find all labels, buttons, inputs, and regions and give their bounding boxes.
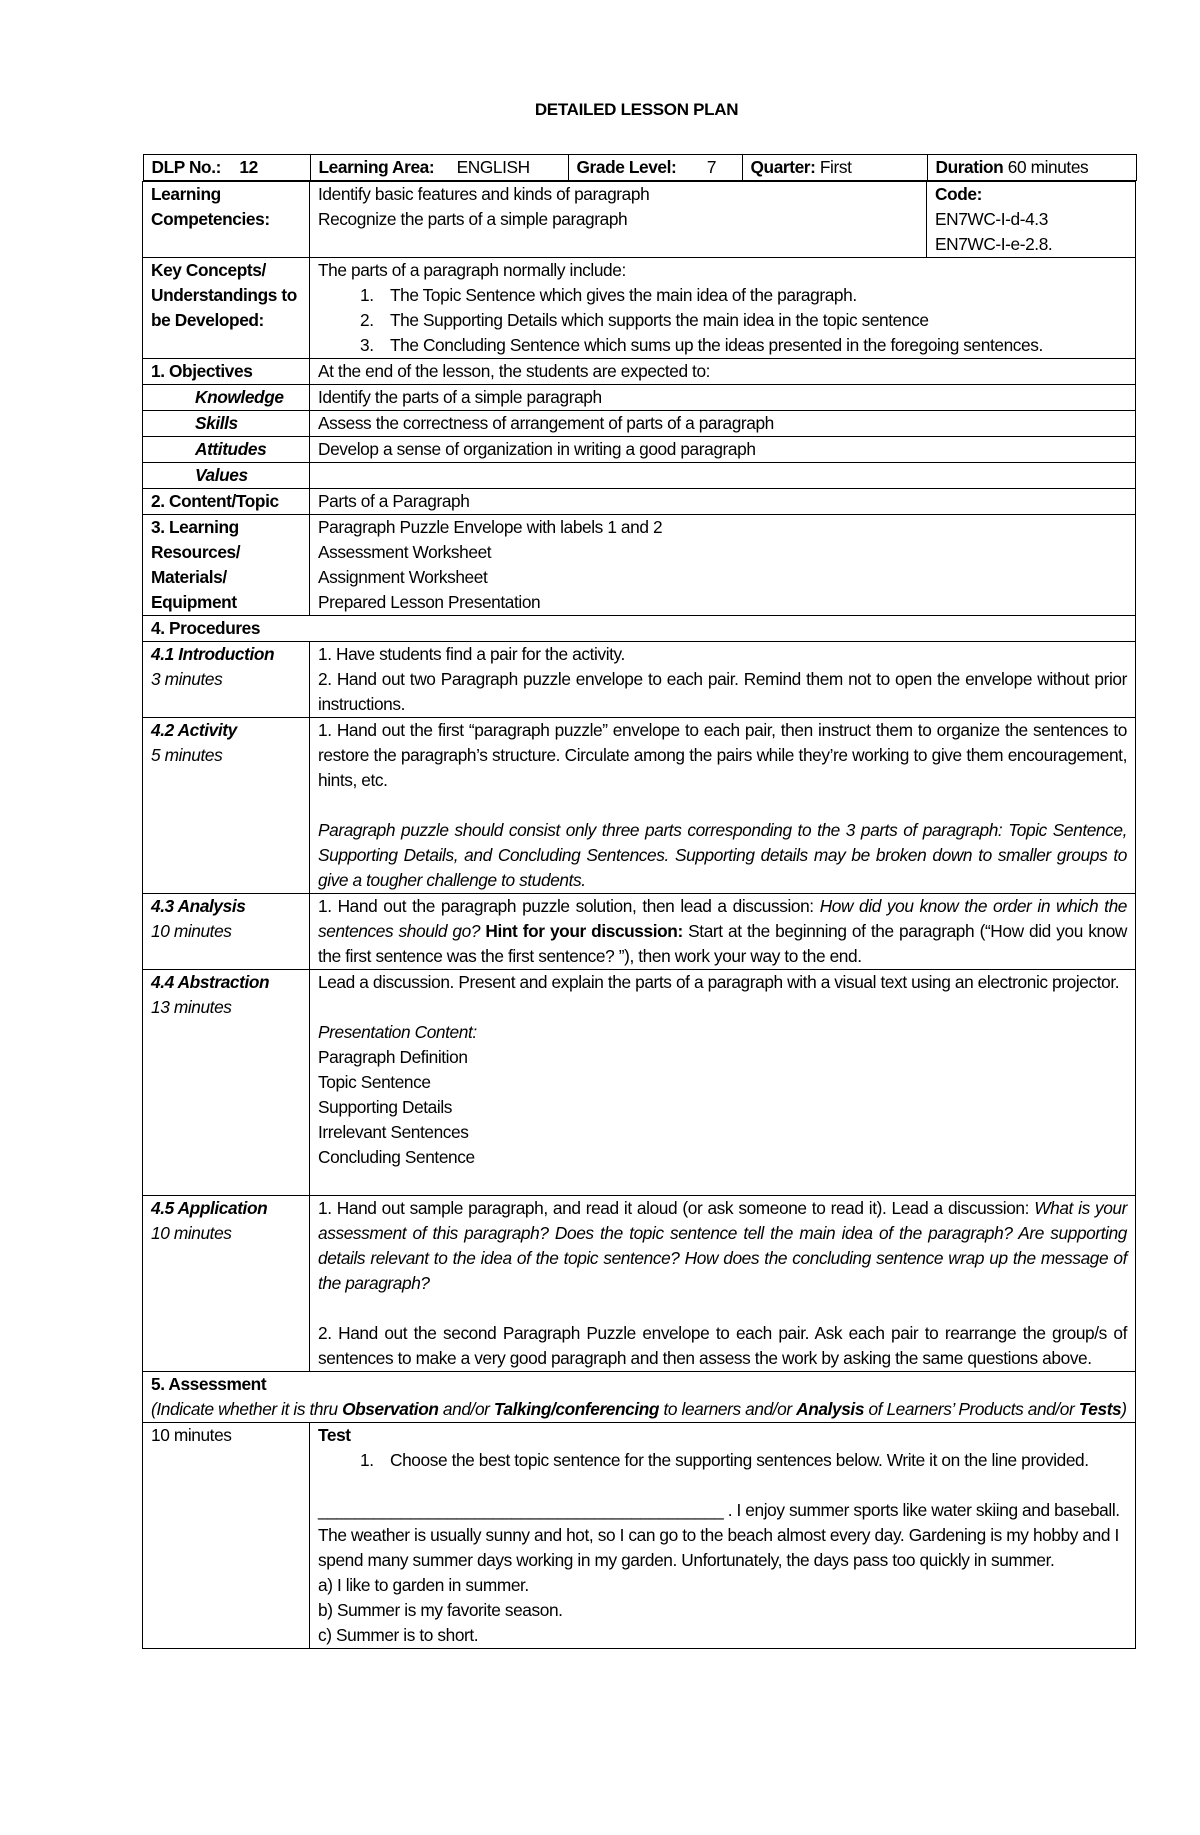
presentation-content-label: Presentation Content: — [318, 1022, 477, 1042]
header-row — [143, 154, 1136, 182]
abstraction-row — [143, 970, 1136, 1196]
content-label: 2. Content/Topic — [143, 489, 310, 515]
code-value: EN7WC-I-d-4.3 — [935, 209, 1048, 229]
answer-option: b) Summer is my favorite season. — [318, 1600, 563, 1620]
test-question: 1. Choose the best topic sentence for the supporting sentences below. Write it on the line provided. — [378, 1448, 1127, 1473]
test-content — [310, 1423, 1136, 1649]
objectives-label: 1. Objectives — [143, 359, 310, 385]
header-table — [143, 154, 1137, 181]
learning-area-label: Learning Area: — [318, 157, 435, 177]
duration-value: 60 minutes — [1007, 157, 1089, 177]
procedures-label: 4. Procedures — [143, 616, 1136, 642]
activity-label-cell — [143, 718, 310, 894]
duration-label: Duration — [935, 157, 1004, 177]
key-concepts-intro: The parts of a paragraph normally include: — [318, 260, 626, 280]
grade-level-value: 7 — [706, 157, 717, 177]
objectives-row — [143, 359, 1136, 385]
list-item: Paragraph Puzzle Envelope with labels 1 and 2 — [318, 517, 663, 537]
abstraction-content: Lead a discussion. Present and explain the parts of a paragraph with a visual text using an electronic projector. Presentation Content: Paragraph Definition Topic Sentence Supporting Details Irrelevant Sentences Concluding Sentence — [310, 970, 1136, 1196]
objectives-intro: At the end of the lesson, the students are expected to: — [310, 359, 1136, 385]
procedures-row — [143, 616, 1136, 642]
introduction-time: 3 minutes — [151, 669, 223, 689]
test-time: 10 minutes — [143, 1423, 310, 1649]
activity-content: 1. Hand out the first “paragraph puzzle” envelope to each pair, then instruct them to organize the sentences to restore the paragraph’s structure. Circulate among the pairs while they’re working to give them encouragement, hints, etc. Paragraph puzzle should consist only three parts corresponding to the 3 parts of paragraph: Topic Sentence, Supporting Details, and Concluding Sentences. Supporting details may be broken down to smaller groups to give a tougher challenge to students. — [310, 718, 1136, 894]
application-label: 4.5 Application — [151, 1198, 268, 1218]
dlp-no-value: 12 — [239, 157, 258, 177]
abstraction-label: 4.4 Abstraction — [151, 972, 270, 992]
competency-item: Recognize the parts of a simple paragraph — [318, 209, 628, 229]
values-label: Values — [143, 463, 310, 489]
key-concepts-list — [318, 283, 1127, 358]
grade-level-label: Grade Level: — [576, 157, 677, 177]
list-item: Concluding Sentence — [318, 1147, 475, 1167]
knowledge-value: Identify the parts of a simple paragraph — [310, 385, 1136, 411]
lesson-plan-table — [142, 154, 1136, 1649]
content-row — [143, 489, 1136, 515]
analysis-time: 10 minutes — [151, 921, 232, 941]
list-item: Topic Sentence — [318, 1072, 431, 1092]
attitudes-row — [143, 437, 1136, 463]
attitudes-label: Attitudes — [143, 437, 310, 463]
introduction-label-cell — [143, 642, 310, 718]
application-row — [143, 1196, 1136, 1372]
competency-item: Identify basic features and kinds of paragraph — [318, 184, 650, 204]
list-item: Supporting Details — [318, 1097, 453, 1117]
resources-row — [143, 515, 1136, 616]
competencies-list — [310, 182, 927, 258]
introduction-row — [143, 642, 1136, 718]
application-content: 1. Hand out sample paragraph, and read it aloud (or ask someone to read it). Lead a discussion: What is your assessment of this paragraph? Does the topic sentence tell the main idea of the paragraph? Are supporting details relevant to the idea of the topic sentence? How does the concluding sentence wrap up the message of the paragraph? 2. Hand out the second Paragraph Puzzle envelope to each pair. Ask each pair to rearrange the group/s of sentences to make a very good paragraph and then assess the work by asking the same questions above. — [310, 1196, 1136, 1372]
introduction-content: 1. Have students find a pair for the activity. 2. Hand out two Paragraph puzzle envelope to each pair. Remind them not to open the envelope without prior instructions. — [310, 642, 1136, 718]
activity-label: 4.2 Activity — [151, 720, 237, 740]
answer-option: a) I like to garden in summer. — [318, 1575, 529, 1595]
skills-row — [143, 411, 1136, 437]
assessment-row — [143, 1372, 1136, 1423]
assessment-header — [143, 1372, 1136, 1423]
knowledge-label: Knowledge — [143, 385, 310, 411]
answer-line[interactable]: ____________________________________________ — [318, 1500, 724, 1520]
values-row — [143, 463, 1136, 489]
competencies-row — [143, 182, 1136, 258]
test-question-list — [318, 1448, 1127, 1473]
test-label: Test — [318, 1425, 351, 1445]
dlp-no-label: DLP No.: — [151, 157, 221, 177]
key-concepts-label: Key Concepts/ Understandings to be Developed: — [143, 258, 310, 359]
test-passage: ____________________________________________ . I enjoy summer sports like water skiing and baseball. The weather is usually sunny and hot, so I can go to the beach almost every day. Gardening is my hobby and I spend many summer days working in my garden. Unfortunately, the days pass too quickly in summer. — [318, 1500, 1120, 1570]
list-item: Paragraph Definition — [318, 1047, 468, 1067]
activity-time: 5 minutes — [151, 745, 223, 765]
introduction-label: 4.1 Introduction — [151, 644, 275, 664]
attitudes-value: Develop a sense of organization in writing a good paragraph — [310, 437, 1136, 463]
abstraction-label-cell — [143, 970, 310, 1196]
knowledge-row — [143, 385, 1136, 411]
analysis-label-cell — [143, 894, 310, 970]
list-item: Assignment Worksheet — [318, 567, 488, 587]
list-item: Prepared Lesson Presentation — [318, 592, 541, 612]
list-item: Irrelevant Sentences — [318, 1122, 469, 1142]
code-label: Code: — [935, 184, 982, 204]
test-row — [143, 1423, 1136, 1649]
key-concepts-content — [310, 258, 1136, 359]
content-value: Parts of a Paragraph — [310, 489, 1136, 515]
list-item: 3. The Concluding Sentence which sums up the ideas presented in the foregoing sentences. — [378, 333, 1127, 358]
application-time: 10 minutes — [151, 1223, 232, 1243]
learning-area-value: ENGLISH — [456, 157, 530, 177]
list-item: Assessment Worksheet — [318, 542, 492, 562]
activity-row — [143, 718, 1136, 894]
analysis-row — [143, 894, 1136, 970]
list-item: 1. The Topic Sentence which gives the main idea of the paragraph. — [378, 283, 1127, 308]
analysis-content: 1. Hand out the paragraph puzzle solution, then lead a discussion: How did you know the order in which the sentences should go? Hint for your discussion: Start at the beginning of the paragraph (“How did you know the first sentence was the first sentence? ”), then work your way to the end. — [310, 894, 1136, 970]
key-concepts-row — [143, 258, 1136, 359]
skills-label: Skills — [143, 411, 310, 437]
values-value — [310, 463, 1136, 489]
abstraction-time: 13 minutes — [151, 997, 232, 1017]
page-title: DETAILED LESSON PLAN — [534, 100, 739, 119]
code-cell — [927, 182, 1136, 258]
assessment-note: (Indicate whether it is thru Observation and/or Talking/conferencing to learners and/or Analysis of Learners’ Products and/or Tests) — [151, 1399, 1127, 1419]
assessment-label: 5. Assessment — [151, 1374, 267, 1394]
list-item: 2. The Supporting Details which supports the main idea in the topic sentence — [378, 308, 1127, 333]
answer-option: c) Summer is to short. — [318, 1625, 479, 1645]
application-label-cell — [143, 1196, 310, 1372]
resources-label: 3. Learning Resources/ Materials/ Equipment — [143, 515, 310, 616]
competencies-label: Learning Competencies: — [143, 182, 310, 258]
quarter-label: Quarter: — [750, 157, 816, 177]
resources-list — [310, 515, 1136, 616]
skills-value: Assess the correctness of arrangement of parts of a paragraph — [310, 411, 1136, 437]
code-value: EN7WC-I-e-2.8. — [935, 234, 1053, 254]
analysis-label: 4.3 Analysis — [151, 896, 246, 916]
quarter-value: First — [819, 157, 852, 177]
